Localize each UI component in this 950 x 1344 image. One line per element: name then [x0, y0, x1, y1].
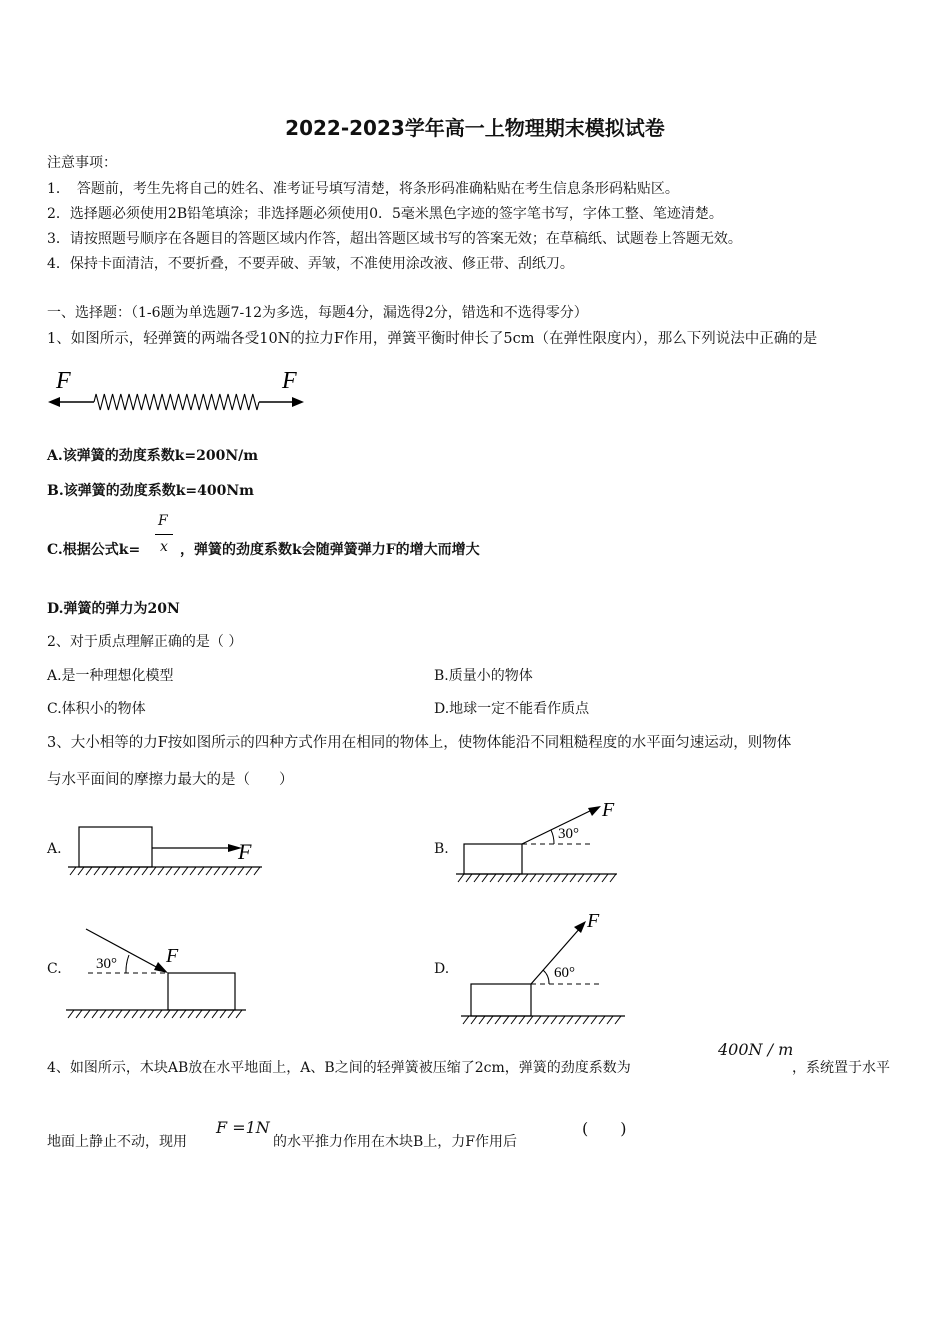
q1-force-right-label: F: [282, 368, 297, 394]
ground-hatch-mark: [535, 1016, 541, 1024]
ground-hatch-mark: [503, 1016, 509, 1024]
ground-hatch-mark: [206, 867, 212, 875]
ground-hatch-mark: [174, 867, 180, 875]
ground-hatch-mark: [238, 867, 244, 875]
ground-hatch-mark: [110, 867, 116, 875]
ground-hatch-mark: [132, 1010, 138, 1018]
q3b-angle-label: 30°: [558, 826, 579, 842]
q3d-arrowhead: [574, 921, 586, 933]
ground-hatch-mark: [546, 874, 552, 882]
ground-hatch-mark: [124, 1010, 130, 1018]
ground-hatch-mark: [204, 1010, 210, 1018]
ground-hatch-mark: [140, 1010, 146, 1018]
q3-label-c: C.: [47, 961, 62, 977]
q3c-force-label: F: [166, 945, 179, 967]
q2-option-b: B.质量小的物体: [434, 668, 533, 684]
ground-hatch-mark: [559, 1016, 565, 1024]
q4-force-value: F =1N: [216, 1118, 270, 1137]
ground-hatch-mark: [196, 1010, 202, 1018]
ground-hatch-mark: [180, 1010, 186, 1018]
ground-hatch-mark: [506, 874, 512, 882]
q3c-angle-label: 30°: [96, 956, 117, 972]
q3b-force-label: F: [602, 799, 615, 821]
ground-hatch-mark: [543, 1016, 549, 1024]
q4-stem-part-2: ，系统置于水平: [792, 1060, 890, 1076]
q4-stem-part-1: 4、如图所示，木块AB放在水平地面上，A、B之间的轻弹簧被压缩了2cm，弹簧的劲度系数为: [47, 1060, 631, 1076]
q1-frac-bar: [155, 534, 173, 535]
ground-hatch-mark: [463, 1016, 469, 1024]
ground-hatch-mark: [222, 867, 228, 875]
q3-stem-line-2: 与水平面间的摩擦力最大的是（ ）: [47, 772, 294, 788]
q1-spring-figure: [44, 362, 314, 414]
ground-hatch-mark: [522, 874, 528, 882]
ground-hatch-mark: [538, 874, 544, 882]
ground-hatch-mark: [607, 1016, 613, 1024]
q3-label-d: D.: [434, 961, 450, 977]
section-heading: 一、选择题：（1-6题为单选题7-12为多选，每题4分，漏选得2分，错选和不选得零分）: [47, 305, 588, 321]
notice-item-4: 4．保持卡面清洁，不要折叠，不要弄破、弄皱，不准使用涂改液、修正带、刮纸刀。: [47, 256, 574, 272]
ground-hatch-mark: [583, 1016, 589, 1024]
ground-hatch-mark: [519, 1016, 525, 1024]
ground-hatch-mark: [228, 1010, 234, 1018]
q3d-block: [471, 984, 531, 1016]
ground-hatch-mark: [158, 867, 164, 875]
q3c-ground-hatch: [68, 1010, 242, 1018]
q3d-force-label: F: [587, 910, 600, 932]
q3c-angle-arc: [126, 955, 129, 973]
q1-spring: [94, 394, 259, 410]
q3-label-b: B.: [434, 841, 449, 857]
page-title: 2022-2023学年高一上物理期末模拟试卷: [285, 116, 665, 140]
q1-left-arrowhead: [48, 397, 60, 407]
ground-hatch-mark: [530, 874, 536, 882]
q3-figure-a: [62, 815, 272, 880]
ground-hatch-mark: [482, 874, 488, 882]
ground-hatch-mark: [487, 1016, 493, 1024]
q3-figure-d: [455, 905, 635, 1030]
ground-hatch-mark: [190, 867, 196, 875]
ground-hatch-mark: [578, 874, 584, 882]
notice-item-2: 2．选择题必须使用2B铅笔填涂；非选择题必须使用0．5毫米黑色字迹的签字笔书写，字体工整、笔迹清楚。: [47, 206, 723, 222]
ground-hatch-mark: [86, 867, 92, 875]
ground-hatch-mark: [68, 1010, 74, 1018]
ground-hatch-mark: [76, 1010, 82, 1018]
ground-hatch-mark: [575, 1016, 581, 1024]
ground-hatch-mark: [142, 867, 148, 875]
ground-hatch-mark: [134, 867, 140, 875]
ground-hatch-mark: [188, 1010, 194, 1018]
ground-hatch-mark: [567, 1016, 573, 1024]
q2-option-d: D.地球一定不能看作质点: [434, 701, 590, 717]
ground-hatch-mark: [236, 1010, 242, 1018]
q1-frac-numerator: F: [158, 513, 168, 529]
ground-hatch-mark: [182, 867, 188, 875]
ground-hatch-mark: [166, 867, 172, 875]
q1-stem: 1、如图所示，轻弹簧的两端各受10N的拉力F作用，弹簧平衡时伸长了5cm（在弹性限度内），那么下列说法中正确的是: [47, 331, 818, 347]
ground-hatch-mark: [495, 1016, 501, 1024]
q3b-angle-arc: [551, 830, 554, 844]
q1-frac-denominator: x: [160, 539, 168, 555]
ground-hatch-mark: [594, 874, 600, 882]
q1-option-a: A.该弹簧的劲度系数k=200N/m: [47, 448, 259, 464]
ground-hatch-mark: [246, 867, 252, 875]
q4-answer-parentheses: ( ): [582, 1119, 627, 1138]
q2-option-c: C.体积小的物体: [47, 701, 146, 717]
q3b-ground-hatch: [458, 874, 616, 882]
ground-hatch-mark: [615, 1016, 621, 1024]
ground-hatch-mark: [116, 1010, 122, 1018]
q4-k-value: 400N / m: [718, 1040, 794, 1059]
ground-hatch-mark: [172, 1010, 178, 1018]
ground-hatch-mark: [220, 1010, 226, 1018]
ground-hatch-mark: [599, 1016, 605, 1024]
ground-hatch-mark: [479, 1016, 485, 1024]
ground-hatch-mark: [100, 1010, 106, 1018]
ground-hatch-mark: [602, 874, 608, 882]
ground-hatch-mark: [156, 1010, 162, 1018]
q1-option-c-suffix: ，弹簧的劲度系数k会随弹簧弹力F的增大而增大: [180, 542, 480, 558]
q1-right-arrowhead: [292, 397, 304, 407]
q3-figure-b: [452, 796, 627, 886]
ground-hatch-mark: [514, 874, 520, 882]
ground-hatch-mark: [570, 874, 576, 882]
q3-label-a: A.: [47, 841, 62, 857]
q2-stem: 2、对于质点理解正确的是（ ）: [47, 634, 243, 650]
ground-hatch-mark: [610, 874, 616, 882]
q3a-block: [79, 827, 152, 867]
q3c-block: [168, 973, 235, 1010]
q2-option-a: A.是一种理想化模型: [47, 668, 174, 684]
ground-hatch-mark: [70, 867, 76, 875]
q3-stem-line-1: 3、大小相等的力F按如图所示的四种方式作用在相同的物体上，使物体能沿不同粗糙程度的水平面匀速运动，则物体: [47, 735, 792, 751]
q3a-ground-hatch: [70, 867, 260, 875]
ground-hatch-mark: [562, 874, 568, 882]
ground-hatch-mark: [118, 867, 124, 875]
q4-line-2-part-2: 的水平推力作用在木块B上，力F作用后: [273, 1134, 518, 1150]
ground-hatch-mark: [466, 874, 472, 882]
q3b-arrowhead: [588, 806, 601, 816]
ground-hatch-mark: [254, 867, 260, 875]
ground-hatch-mark: [148, 1010, 154, 1018]
q3d-angle-arc: [543, 970, 549, 984]
ground-hatch-mark: [474, 874, 480, 882]
ground-hatch-mark: [230, 867, 236, 875]
ground-hatch-mark: [471, 1016, 477, 1024]
ground-hatch-mark: [102, 867, 108, 875]
notice-heading: 注意事项：: [47, 155, 117, 171]
ground-hatch-mark: [108, 1010, 114, 1018]
q1-option-c-prefix: C.根据公式k=: [47, 542, 141, 558]
q3-figure-c: [60, 920, 255, 1025]
ground-hatch-mark: [78, 867, 84, 875]
q3d-angle-label: 60°: [554, 965, 575, 981]
ground-hatch-mark: [586, 874, 592, 882]
ground-hatch-mark: [527, 1016, 533, 1024]
q3a-force-label: F: [238, 839, 252, 864]
ground-hatch-mark: [551, 1016, 557, 1024]
ground-hatch-mark: [554, 874, 560, 882]
ground-hatch-mark: [150, 867, 156, 875]
notice-item-3: 3．请按照题号顺序在各题目的答题区域内作答，超出答题区域书写的答案无效；在草稿纸、试题卷上答题无效。: [47, 231, 742, 247]
notice-item-1: 1． 答题前，考生先将自己的姓名、准考证号填写清楚，将条形码准确粘贴在考生信息条形码粘贴区。: [47, 181, 679, 197]
ground-hatch-mark: [198, 867, 204, 875]
ground-hatch-mark: [458, 874, 464, 882]
ground-hatch-mark: [212, 1010, 218, 1018]
ground-hatch-mark: [92, 1010, 98, 1018]
q4-line-2-part-1: 地面上静止不动，现用: [47, 1134, 187, 1150]
q3b-block: [464, 844, 522, 874]
q3d-ground-hatch: [463, 1016, 621, 1024]
q1-force-left-label: F: [56, 368, 71, 394]
ground-hatch-mark: [84, 1010, 90, 1018]
ground-hatch-mark: [94, 867, 100, 875]
ground-hatch-mark: [511, 1016, 517, 1024]
ground-hatch-mark: [126, 867, 132, 875]
ground-hatch-mark: [498, 874, 504, 882]
ground-hatch-mark: [591, 1016, 597, 1024]
q1-option-b: B.该弹簧的劲度系数k=400Nm: [47, 483, 254, 499]
ground-hatch-mark: [214, 867, 220, 875]
ground-hatch-mark: [164, 1010, 170, 1018]
ground-hatch-mark: [490, 874, 496, 882]
q1-option-d: D.弹簧的弹力为20N: [47, 601, 180, 617]
